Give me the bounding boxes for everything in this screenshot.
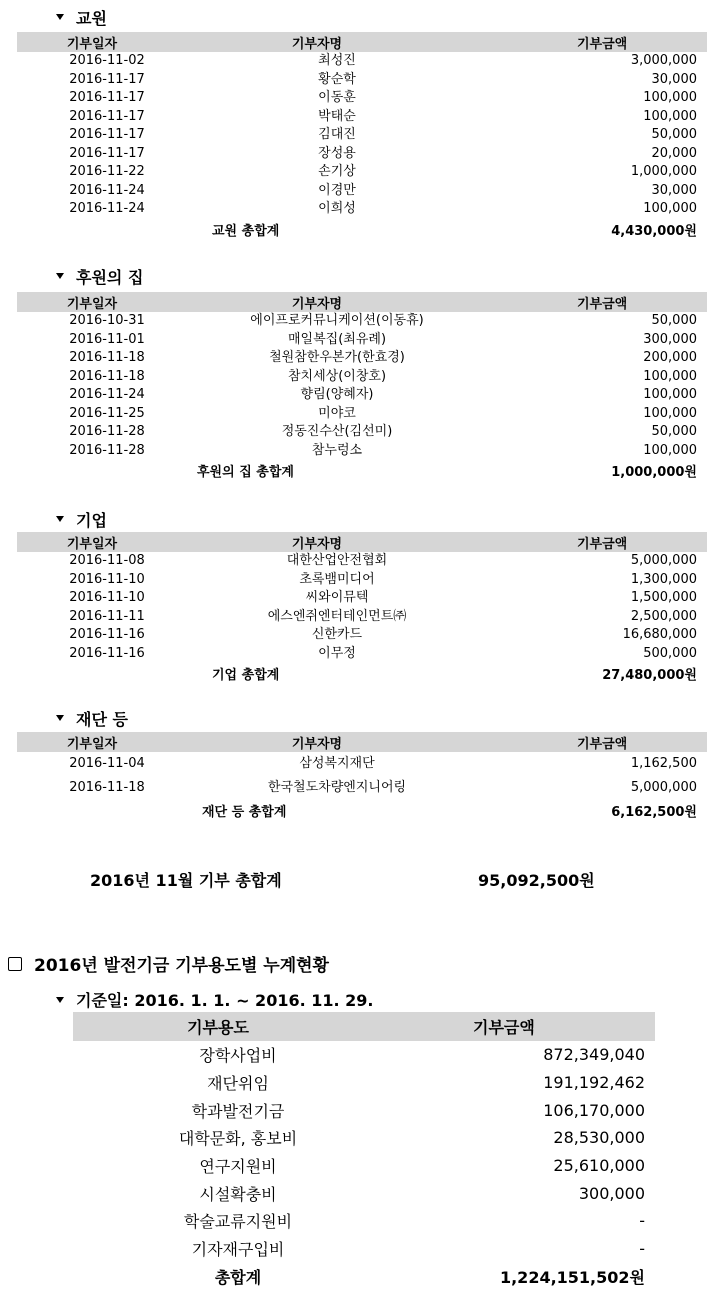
cell-amount: 30,000 [651, 182, 697, 198]
cell-amount: 1,000,000 [630, 164, 697, 180]
table-row [17, 52, 707, 71]
table-total-row [17, 800, 707, 826]
table-row [73, 1124, 655, 1152]
cell-donor: 이경만 [318, 182, 356, 198]
cell-donor: 신한카드 [311, 627, 363, 643]
cell-donor: 씨와이뮤텍 [305, 590, 369, 606]
cell-date: 2016-11-28 [69, 442, 145, 458]
cell-amount: 2,500,000 [630, 608, 697, 624]
table-row [73, 1041, 655, 1069]
cell-amount: 1,500,000 [630, 590, 697, 606]
cell-donor: 대한산업안전협회 [286, 553, 388, 569]
cell-usage: 학술교류지원비 [183, 1212, 293, 1232]
bullet-triangle-icon [56, 997, 64, 1003]
header-amount: 기부금액 [577, 296, 628, 312]
cell-donor: 미야코 [318, 405, 356, 421]
cell-donor: 손기상 [318, 164, 356, 180]
table-row [73, 1096, 655, 1124]
table-row [17, 571, 707, 590]
cell-date: 2016-11-17 [69, 90, 145, 106]
table-row [17, 423, 707, 442]
cell-usage: 대학문화, 홍보비 [178, 1129, 298, 1149]
cell-amount: 200,000 [643, 350, 697, 366]
table-row [17, 608, 707, 627]
table-row [17, 442, 707, 461]
header-amount: 기부금액 [473, 1018, 535, 1037]
cell-amount: 20,000 [651, 145, 697, 161]
cell-amount: 100,000 [643, 368, 697, 384]
header-date: 기부일자 [66, 296, 118, 312]
cell-donor: 장성용 [318, 145, 356, 161]
header-usage: 기부용도 [187, 1018, 249, 1037]
header-donor: 기부자명 [291, 36, 343, 52]
table-row [73, 1069, 655, 1097]
cell-amount: 1,300,000 [630, 571, 697, 587]
cell-amount: 300,000 [578, 1183, 645, 1203]
section-title-text: 재단 등 [76, 709, 128, 729]
table-header-row [17, 292, 707, 312]
table-row [17, 108, 707, 127]
cell-donor: 한국철도차량엔지니어링 [267, 780, 407, 795]
header-date: 기부일자 [66, 36, 118, 52]
cell-date: 2016-11-04 [69, 756, 145, 771]
cell-amount: 1,162,500 [630, 756, 697, 771]
table-row [17, 349, 707, 368]
cell-usage: 재단위임 [207, 1074, 269, 1094]
total-label: 총합계 [214, 1267, 262, 1287]
cell-amount: 100,000 [643, 405, 697, 421]
table-row [17, 589, 707, 608]
cell-date: 2016-11-17 [69, 108, 145, 124]
cell-usage: 장학사업비 [199, 1046, 277, 1066]
cell-date: 2016-11-24 [69, 387, 145, 403]
table-row [17, 126, 707, 145]
header-donor: 기부자명 [291, 536, 343, 552]
cell-amount: 100,000 [643, 90, 697, 106]
cell-donor: 최성진 [318, 53, 356, 69]
cell-date: 2016-11-16 [69, 627, 145, 643]
cell-donor: 정동진수산(김선미) [281, 424, 393, 440]
table-row [73, 1152, 655, 1180]
table-row [17, 71, 707, 90]
table-header-row [17, 732, 707, 752]
cell-amount: 5,000,000 [630, 780, 697, 795]
cell-amount: 106,170,000 [543, 1100, 645, 1120]
table-row [17, 163, 707, 182]
table-row [73, 1235, 655, 1263]
header-amount: 기부금액 [577, 736, 628, 752]
cell-date: 2016-11-18 [69, 368, 145, 384]
cell-amount: 100,000 [643, 442, 697, 458]
cell-date: 2016-11-17 [69, 145, 145, 161]
section-title-sponsor-house [56, 265, 143, 287]
table-row [73, 1207, 655, 1235]
grand-total-label: 2016년 11월 기부 총합계 [90, 871, 282, 890]
table-row [17, 405, 707, 424]
cell-usage: 학과발전기금 [191, 1101, 285, 1121]
donation-table-foundation [17, 732, 707, 826]
cell-date: 2016-11-08 [69, 553, 145, 569]
total-label: 교원 총합계 [212, 223, 280, 239]
table-total-row [73, 1263, 655, 1291]
cell-donor: 김대진 [318, 127, 356, 143]
bullet-triangle-icon [56, 14, 64, 20]
cell-amount: 100,000 [643, 387, 697, 403]
donation-table-faculty [17, 32, 707, 245]
cell-donor: 박태순 [318, 108, 356, 124]
table-total-row [17, 663, 707, 689]
table-header-row [17, 32, 707, 52]
fund-title-text: 2016년 발전기금 기부용도별 누계현황 [34, 956, 329, 976]
cell-date: 2016-11-28 [69, 424, 145, 440]
square-bullet-icon [8, 957, 22, 971]
cell-donor: 향림(양혜자) [300, 387, 374, 403]
bullet-triangle-icon [56, 715, 64, 721]
header-date: 기부일자 [66, 536, 118, 552]
cell-date: 2016-11-02 [69, 53, 145, 69]
total-amount: 6,162,500원 [611, 805, 697, 820]
total-label: 후원의 집 총합계 [197, 465, 294, 480]
cell-donor: 초록뱀미디어 [299, 571, 375, 587]
table-row [17, 200, 707, 219]
cell-donor: 에스엔쥐엔터테인먼트㈜ [267, 608, 407, 624]
cell-date: 2016-11-01 [69, 331, 145, 347]
bullet-triangle-icon [56, 516, 64, 522]
cell-donor: 철원참한우본가(한효경) [269, 350, 405, 366]
cell-date: 2016-11-17 [69, 127, 145, 143]
table-row [17, 386, 707, 405]
table-row [17, 752, 707, 776]
cell-amount: 3,000,000 [630, 53, 697, 69]
cell-date: 2016-11-17 [69, 71, 145, 87]
cell-amount: 50,000 [651, 313, 697, 329]
cell-amount: 50,000 [651, 424, 697, 440]
table-row [17, 89, 707, 108]
cell-usage: 연구지원비 [199, 1157, 277, 1177]
cell-date: 2016-11-24 [69, 182, 145, 198]
cell-donor: 참치세상(이창호) [287, 368, 387, 384]
fund-date-label [56, 988, 374, 1011]
header-date: 기부일자 [66, 736, 118, 752]
cell-date: 2016-11-18 [69, 350, 145, 366]
bullet-triangle-icon [56, 273, 64, 279]
cell-amount: 50,000 [651, 127, 697, 143]
cell-amount: - [639, 1211, 645, 1231]
cell-donor: 황순학 [318, 71, 356, 87]
cell-date: 2016-11-10 [69, 590, 145, 606]
total-amount: 1,000,000원 [611, 465, 697, 480]
header-amount: 기부금액 [577, 36, 628, 52]
section-title-corporate [56, 508, 107, 530]
section-title-text: 교원 [76, 8, 107, 28]
cell-date: 2016-11-25 [69, 405, 145, 421]
cell-amount: 16,680,000 [622, 627, 697, 643]
cell-usage: 기자재구입비 [191, 1240, 285, 1260]
total-amount: 1,224,151,502원 [499, 1267, 645, 1287]
cell-date: 2016-10-31 [69, 313, 145, 329]
cell-amount: 30,000 [651, 71, 697, 87]
cell-date: 2016-11-10 [69, 571, 145, 587]
table-row [17, 645, 707, 664]
cell-amount: - [639, 1239, 645, 1259]
table-row [17, 331, 707, 350]
grand-total-amount: 95,092,500원 [478, 871, 595, 890]
table-row [17, 182, 707, 201]
cell-donor: 이희성 [318, 201, 356, 217]
cell-donor: 이동훈 [318, 90, 356, 106]
cell-amount: 100,000 [643, 108, 697, 124]
header-donor: 기부자명 [291, 736, 343, 752]
total-amount: 27,480,000원 [602, 668, 697, 683]
section-title-foundation [56, 707, 128, 729]
total-label: 재단 등 총합계 [202, 805, 287, 820]
table-row [17, 552, 707, 571]
section-title-text: 기업 [76, 510, 107, 530]
cell-amount: 25,610,000 [553, 1156, 645, 1176]
cell-amount: 5,000,000 [630, 553, 697, 569]
cell-amount: 100,000 [643, 201, 697, 217]
cell-date: 2016-11-22 [69, 164, 145, 180]
table-header-row [73, 1012, 655, 1041]
table-total-row [17, 219, 707, 245]
cell-donor: 삼성복지재단 [299, 756, 375, 771]
table-header-row [17, 532, 707, 552]
fund-usage-table [73, 1012, 655, 1290]
cell-date: 2016-11-18 [69, 780, 145, 795]
table-total-row [17, 460, 707, 486]
section-title-faculty [56, 6, 107, 28]
cell-amount: 191,192,462 [543, 1073, 645, 1093]
cell-date: 2016-11-11 [69, 608, 145, 624]
cell-donor: 참누렁소 [311, 442, 363, 458]
cell-amount: 500,000 [643, 645, 697, 661]
cell-amount: 872,349,040 [543, 1045, 645, 1065]
table-row [17, 145, 707, 164]
total-label: 기업 총합계 [212, 668, 280, 683]
total-amount: 4,430,000원 [611, 223, 697, 239]
cell-date: 2016-11-24 [69, 201, 145, 217]
cell-usage: 시설확충비 [199, 1184, 277, 1204]
section-title-text: 후원의 집 [76, 267, 144, 287]
header-donor: 기부자명 [291, 296, 343, 312]
donation-table-corporate [17, 532, 707, 689]
fund-section-title [8, 951, 329, 976]
donation-table-sponsor-house [17, 292, 707, 486]
cell-amount: 28,530,000 [553, 1128, 645, 1148]
header-amount: 기부금액 [577, 536, 628, 552]
cell-donor: 에이프로커뮤니케이션(이동휴) [250, 313, 424, 329]
table-row [17, 368, 707, 387]
cell-amount: 300,000 [643, 331, 697, 347]
table-row [73, 1179, 655, 1207]
cell-donor: 매일복집(최유례) [287, 331, 387, 347]
cell-donor: 이무정 [318, 645, 356, 661]
table-row [17, 776, 707, 800]
table-row [17, 312, 707, 331]
cell-date: 2016-11-16 [69, 645, 145, 661]
fund-date-text: 기준일: 2016. 1. 1. ~ 2016. 11. 29. [76, 991, 374, 1010]
table-row [17, 626, 707, 645]
